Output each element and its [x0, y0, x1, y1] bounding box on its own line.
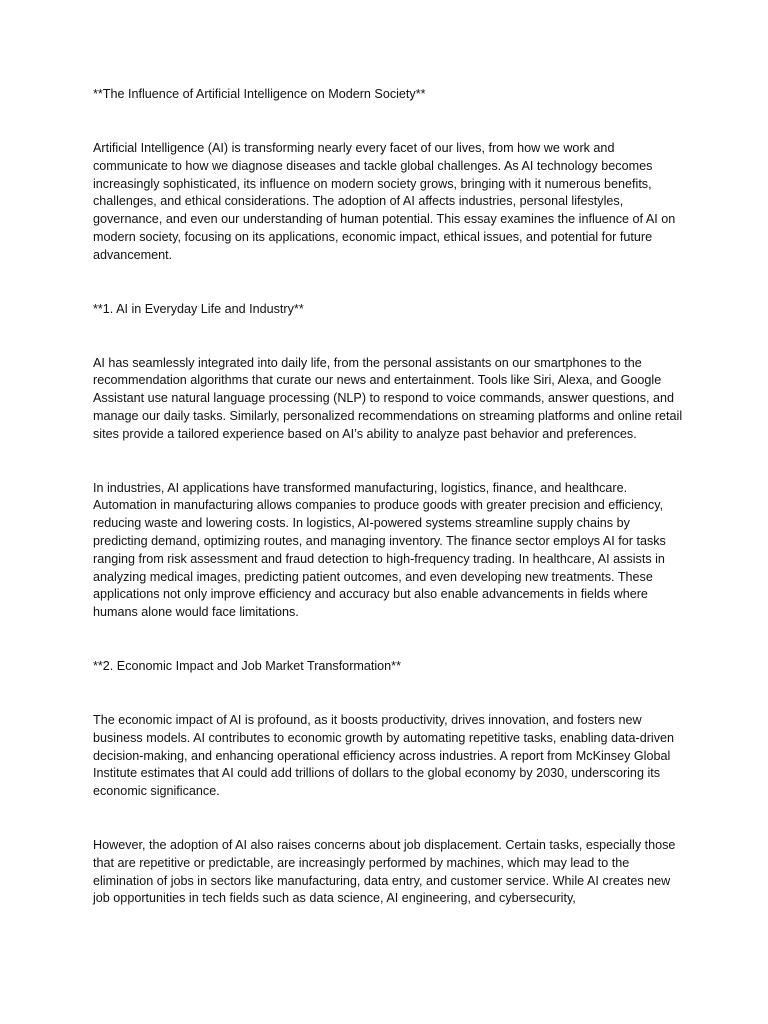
spacer — [93, 444, 683, 480]
spacer — [93, 265, 683, 301]
document-body — [93, 86, 683, 908]
section-1-paragraph-1: AI has seamlessly integrated into daily life, from the personal assistants on our smartphones to the recommendation algorithms that curate our news and entertainment. Tools like Siri, Alexa, and Google Assistant use natural language processing (NLP) to respond to voice commands, answer questions, and manage our daily tasks. Similarly, personalized recommendations on streaming platforms and online retail sites provide a tailored experience based on AI’s ability to analyze past behavior and preferences. — [93, 355, 683, 441]
section-2-paragraph-1: The economic impact of AI is profound, as it boosts productivity, drives innovation, and fosters new business models. AI contributes to economic growth by automating repetitive tasks, enabling data-driven decision-making, and enhancing operational efficiency across industries. A report from McKinsey Global Institute estimates that AI could add trillions of dollars to the global economy by 2030, underscoring its economic significance. — [93, 712, 675, 799]
intro-paragraph: Artificial Intelligence (AI) is transforming nearly every facet of our lives, from how we work and communicate to how we diagnose diseases and tackle global challenges. As AI technology becomes increasingly sophisticated, its influence on modern society grows, bringing with it numerous benefits, challenges, and ethical considerations. The adoption of AI affects industries, personal lifestyles, governance, and even our understanding of human potential. This essay examines the influence of AI on modern society, focusing on its applications, economic impact, ethical issues, and potential for future advancement. — [93, 141, 676, 262]
document-title: **The Influence of Artificial Intelligence on Modern Society** — [93, 87, 426, 101]
spacer — [93, 622, 683, 658]
spacer — [93, 104, 683, 140]
section-1-paragraph-2: In industries, AI applications have transformed manufacturing, logistics, finance, and healthcare. Automation in manufacturing allows companies to produce goods with greater precision and efficiency, reducing waste and lowering costs. In logistics, AI-powered systems streamline supply chains by predicting demand, optimizing routes, and managing inventory. The finance sector employs AI for tasks ranging from risk assessment and fraud detection to high-frequency trading. In healthcare, AI assists in analyzing medical images, predicting patient outcomes, and even developing new treatments. These applications not only improve efficiency and accuracy but also enable advancements in fields where humans alone would face limitations. — [93, 480, 666, 620]
section-2-paragraph-2: However, the adoption of AI also raises concerns about job displacement. Certain tasks, especially those that are repetitive or predictable, are increasingly performed by machines, which may lead to the elimination of jobs in sectors like manufacturing, data entry, and customer service. While AI creates new job opportunities in tech fields such as data science, AI engineering, and cybersecurity, — [93, 837, 676, 906]
spacer — [93, 801, 683, 837]
section-heading-2: **2. Economic Impact and Job Market Transformation** — [93, 658, 401, 673]
section-heading-1: **1. AI in Everyday Life and Industry** — [93, 301, 304, 316]
spacer — [93, 676, 683, 712]
spacer — [93, 319, 683, 355]
